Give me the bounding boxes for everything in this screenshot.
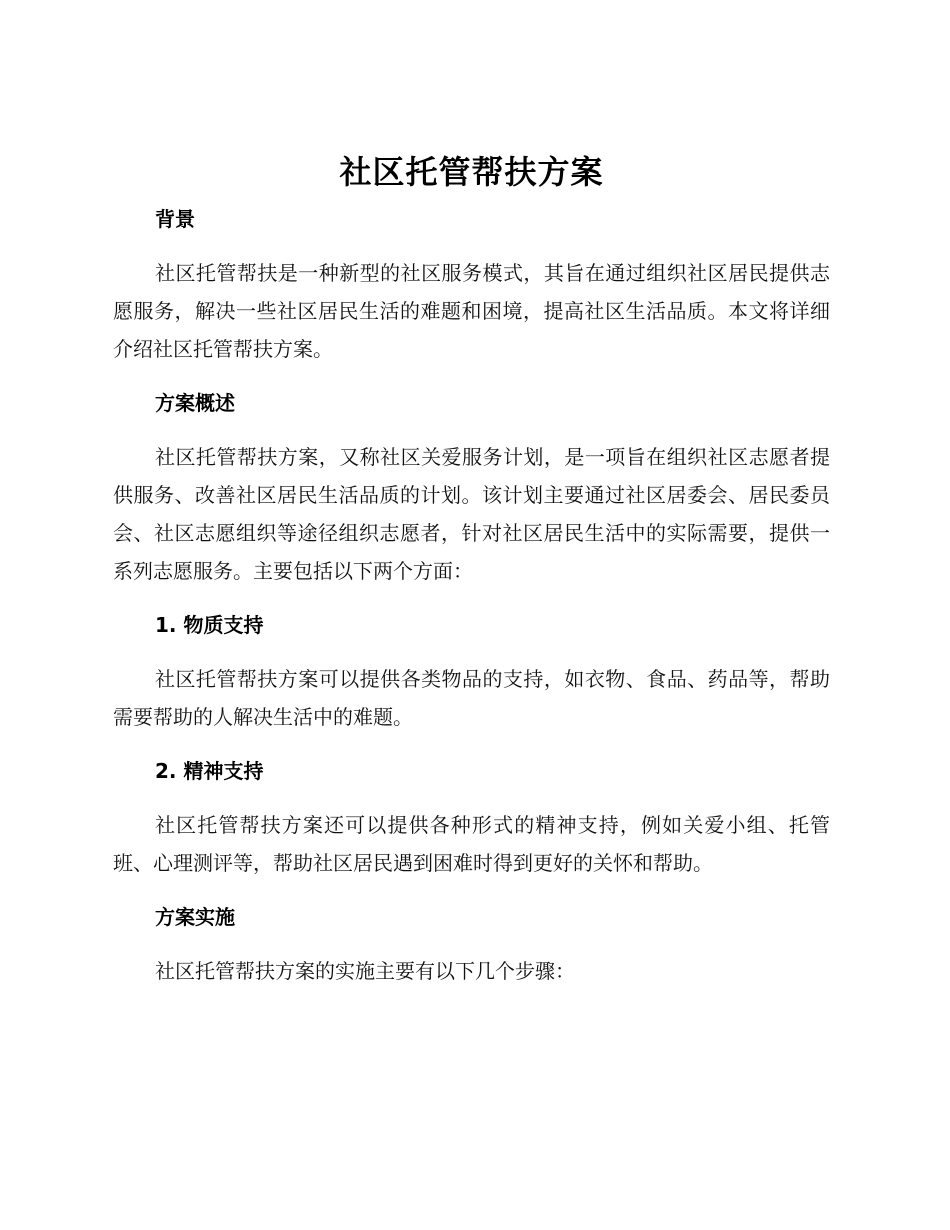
section-spiritual-support bbox=[113, 756, 830, 902]
section-heading: 方案概述 bbox=[155, 391, 235, 415]
section-heading: 1. 物质支持 bbox=[155, 613, 264, 637]
document-page bbox=[113, 150, 830, 990]
section-implementation bbox=[113, 902, 830, 990]
section-paragraph: 社区托管帮扶方案可以提供各类物品的支持，如衣物、食品、药品等，帮助需要帮助的人解决生活中的难题。 bbox=[113, 667, 830, 729]
section-paragraph: 社区托管帮扶方案还可以提供各种形式的精神支持，例如关爱小组、托管班、心理测评等，帮助社区居民遇到困难时得到更好的关怀和帮助。 bbox=[113, 813, 830, 875]
section-heading: 背景 bbox=[155, 207, 195, 231]
section-overview bbox=[113, 388, 830, 610]
section-heading: 2. 精神支持 bbox=[155, 759, 264, 783]
section-paragraph: 社区托管帮扶方案，又称社区关爱服务计划，是一项旨在组织社区志愿者提供服务、改善社区居民生活品质的计划。该计划主要通过社区居委会、居民委员会、社区志愿组织等途径组织志愿者，针对社区居民生活中的实际需要，提供一系列志愿服务。主要包括以下两个方面： bbox=[113, 445, 830, 583]
section-paragraph: 社区托管帮扶是一种新型的社区服务模式，其旨在通过组织社区居民提供志愿服务，解决一些社区居民生活的难题和困境，提高社区生活品质。本文将详细介绍社区托管帮扶方案。 bbox=[113, 261, 830, 361]
section-material-support bbox=[113, 610, 830, 756]
section-paragraph: 社区托管帮扶方案的实施主要有以下几个步骤： bbox=[155, 959, 575, 983]
section-background bbox=[113, 204, 830, 388]
document-title: 社区托管帮扶方案 bbox=[339, 153, 604, 191]
section-heading: 方案实施 bbox=[155, 905, 235, 929]
